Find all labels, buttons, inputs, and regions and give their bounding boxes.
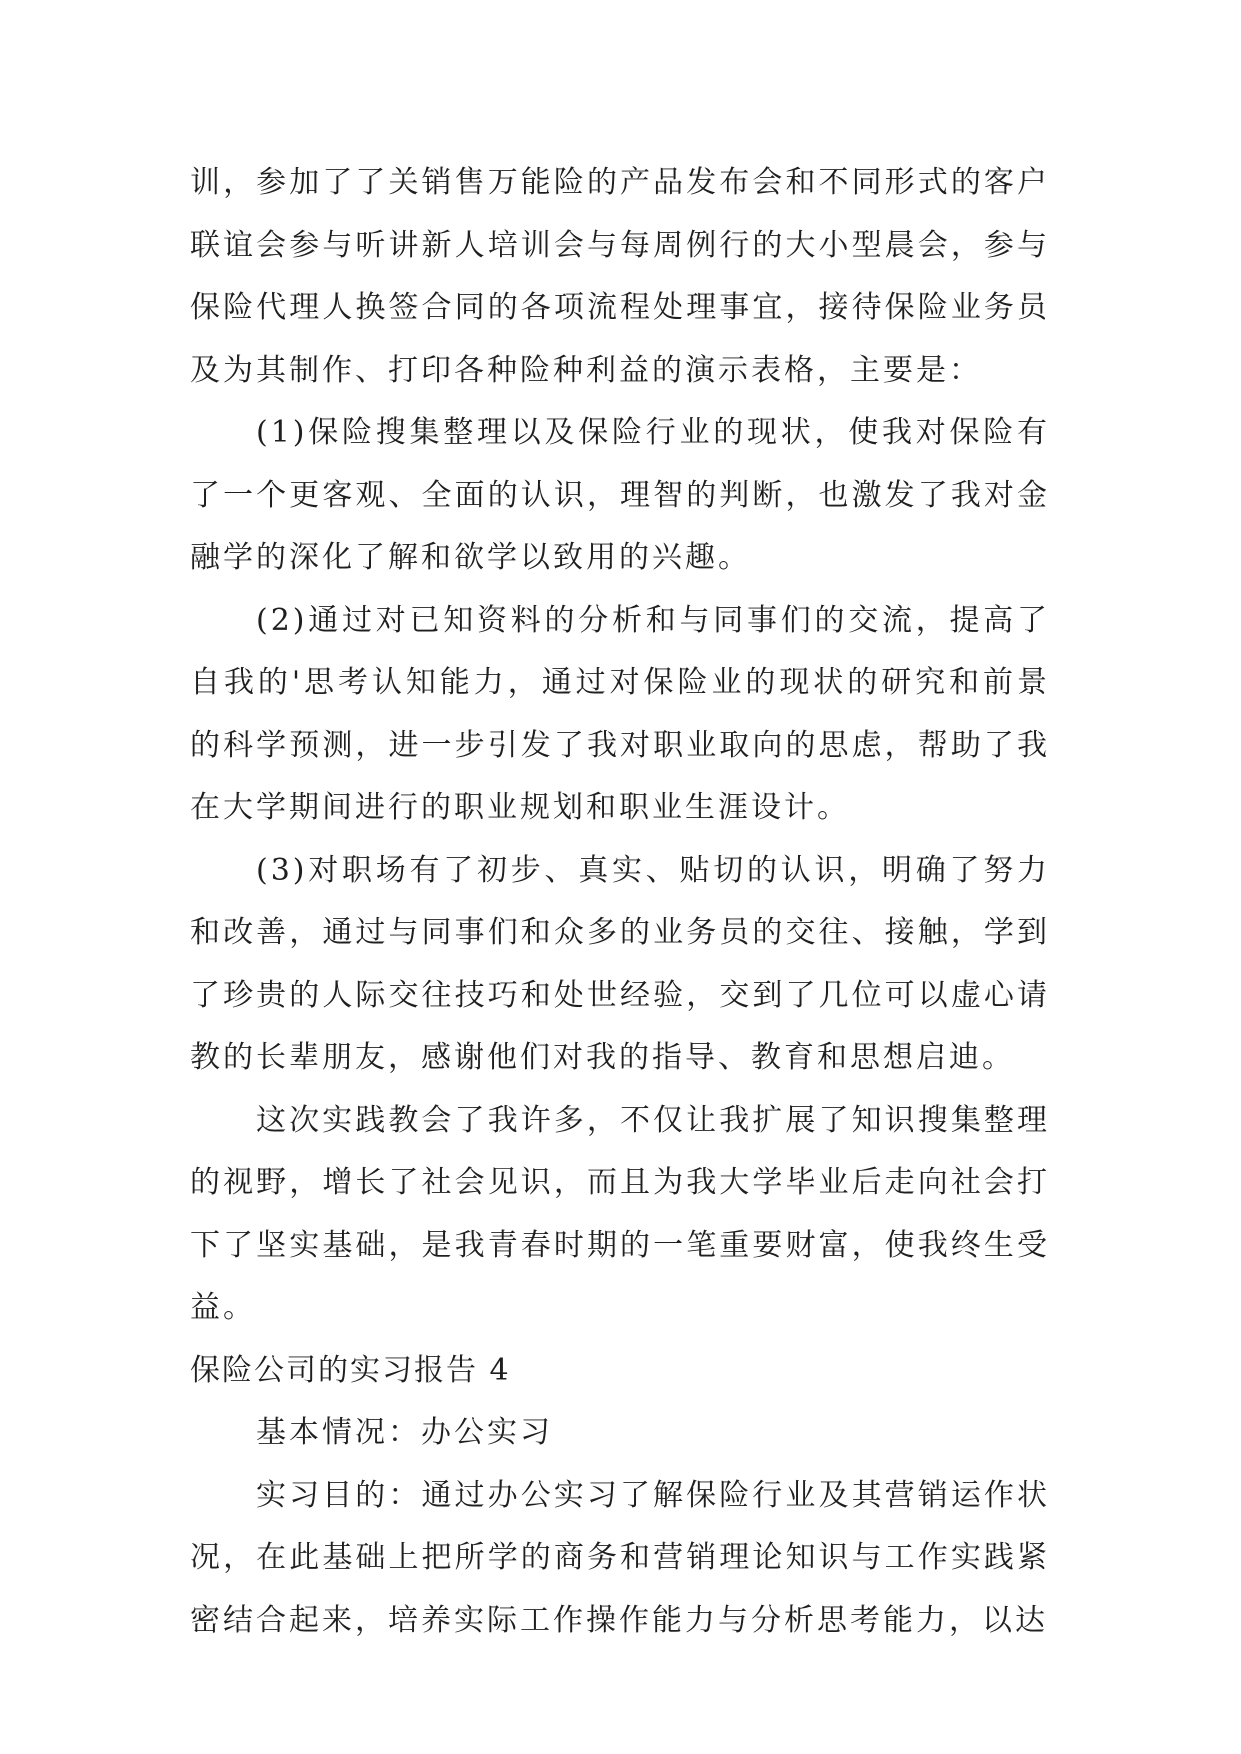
paragraph-continuation: 训，参加了了关销售万能险的产品发布会和不同形式的客户联谊会参与听讲新人培训会与每周例行的大小型晨会，参与保险代理人换签合同的各项流程处理事宜，接待保险业务员及为其制作、打印各种险种利益的演示表格，主要是： xyxy=(190,165,1050,388)
basic-info-line: 基本情况：办公实习 xyxy=(256,1415,553,1450)
paragraph-point-1: (1)保险搜集整理以及保险行业的现状，使我对保险有了一个更客观、全面的认识，理智的判断，也激发了我对金融学的深化了解和欲学以致用的兴趣。 xyxy=(190,415,1050,575)
purpose-paragraph: 实习目的：通过办公实习了解保险行业及其营销运作状况，在此基础上把所学的商务和营销理论知识与工作实践紧密结合起来，培养实际工作操作能力与分析思考能力，以达 xyxy=(190,1477,1050,1638)
section-title: 保险公司的实习报告 4 xyxy=(190,1352,511,1388)
paragraph-conclusion: 这次实践教会了我许多，不仅让我扩展了知识搜集整理的视野，增长了社会见识，而且为我大学毕业后走向社会打下了坚实基础，是我青春时期的一笔重要财富，使我终生受益。 xyxy=(190,1102,1050,1325)
paragraph-point-2: (2)通过对已知资料的分析和与同事们的交流，提高了自我的'思考认知能力，通过对保险业的现状的研究和前景的科学预测，进一步引发了我对职业取向的思虑，帮助了我在大学期间进行的职业规划和职业生涯设计。 xyxy=(190,602,1050,825)
paragraph-point-3: (3)对职场有了初步、真实、贴切的认识，明确了努力和改善，通过与同事们和众多的业务员的交往、接触，学到了珍贵的人际交往技巧和处世经验，交到了几位可以虚心请教的长辈朋友，感谢他们对我的指导、教育和思想启迪。 xyxy=(190,852,1050,1075)
document-body xyxy=(190,152,1050,1652)
